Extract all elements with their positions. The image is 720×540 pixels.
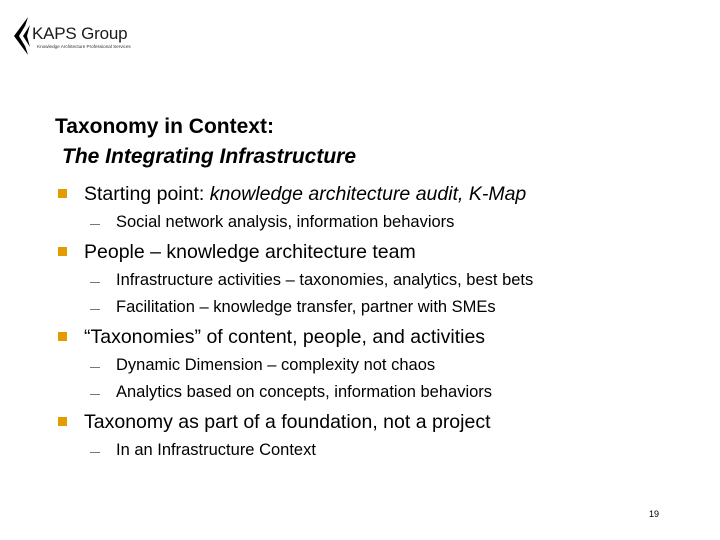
sub-bullet-item [58,379,698,406]
logo-name: KAPS Group [32,24,128,43]
title-line-1: Taxonomy in Context: [55,115,274,138]
dash-bullet-icon [90,282,100,283]
sub-bullet-item [58,294,698,321]
bullet-text: People – knowledge architecture team [84,241,416,263]
sub-bullet-item [58,437,698,464]
sub-bullet-text: In an Infrastructure Context [116,441,316,459]
bullet-item [58,182,698,206]
sub-bullet-text: Facilitation – knowledge transfer, partner with SMEs [116,298,496,316]
bullet-item [58,240,698,264]
dash-bullet-icon [90,452,100,453]
kaps-group-logo [12,16,152,58]
square-bullet-icon [58,247,67,256]
dash-bullet-icon [90,224,100,225]
title-line-2: The Integrating Infrastructure [62,145,357,168]
sub-bullet-text: Analytics based on concepts, information behaviors [116,383,493,401]
bullet-item [58,410,698,434]
sub-bullet-text: Social network analysis, information behaviors [116,213,455,231]
square-bullet-icon [58,332,67,341]
bullet-item [58,325,698,349]
sub-bullet-text: Infrastructure activities – taxonomies, analytics, best bets [116,271,534,289]
bullet-text: “Taxonomies” of content, people, and activities [84,326,486,348]
sub-bullet-text: Dynamic Dimension – complexity not chaos [116,356,436,374]
page-number: 19 [649,509,660,519]
bullet-text: Starting point: [84,183,210,205]
slide-title [55,112,356,172]
sub-bullet-item [58,267,698,294]
sub-bullet-item [58,209,698,236]
square-bullet-icon [58,417,67,426]
bullet-text: Taxonomy as part of a foundation, not a project [84,411,491,433]
square-bullet-icon [58,189,67,198]
sub-bullet-item [58,352,698,379]
dash-bullet-icon [90,394,100,395]
dash-bullet-icon [90,309,100,310]
bullet-text-italic: knowledge architecture audit, K-Map [209,183,527,205]
bullet-list [58,182,698,464]
logo-tagline: Knowledge Architecture Professional Services [37,44,131,49]
dash-bullet-icon [90,367,100,368]
